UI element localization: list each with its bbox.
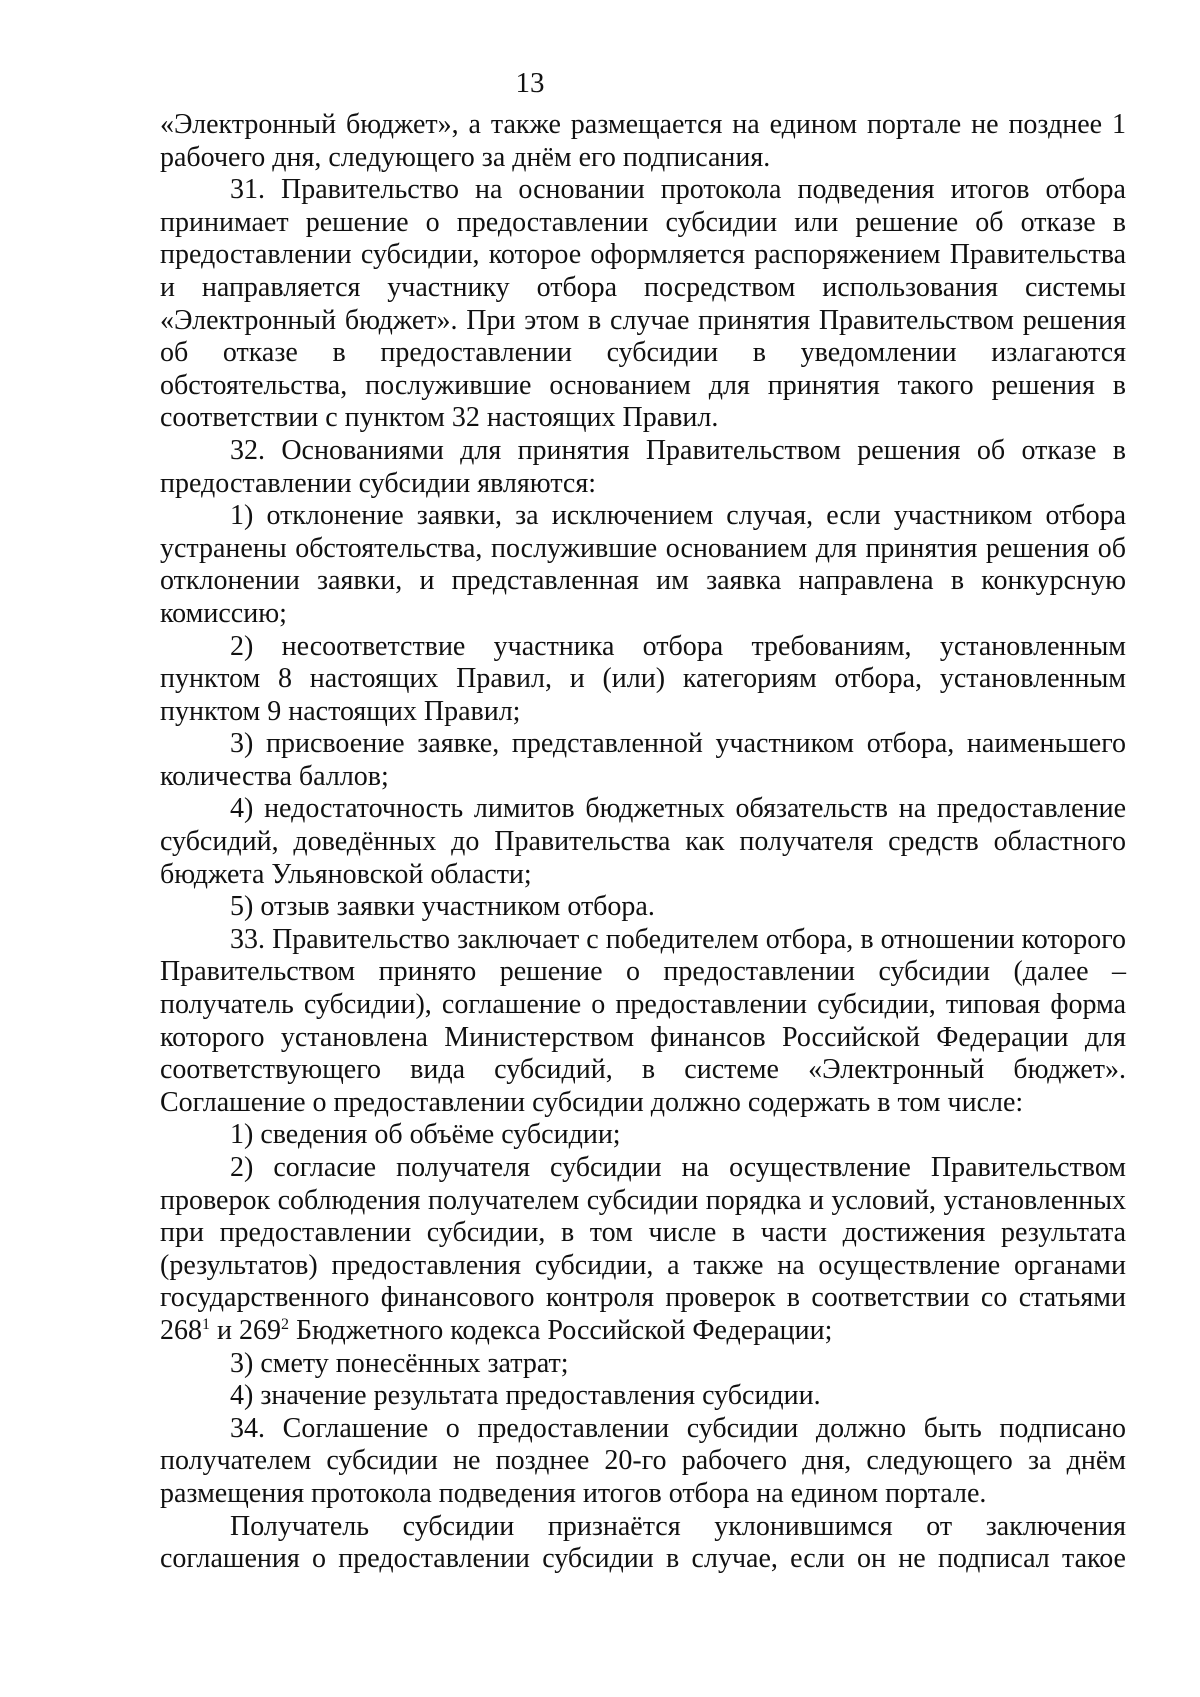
paragraph-continuation: «Электронный бюджет», а также размещается на едином портале не позднее 1 рабочего дня, следующего за днём его подписания. [160,109,1126,173]
paragraph-33: 33. Правительство заключает с победителем отбора, в отношении которого Правительством принято решение о предоставлении субсидии (далее – получатель субсидии), соглашение о предоставлении субсидии, типовая форма которого установлена Министерством финансов Российской Федерации для соответствующего вида субсидий, в системе «Электронный бюджет». Соглашение о предоставлении субсидии должно содержать в том числе: [160,923,1126,1118]
document-body [160,109,1126,1576]
list-item-32-1: 1) отклонение заявки, за исключением случая, если участником отбора устранены обстоятельства, послужившие основанием для принятия решения об отклонении заявки, и представленная им заявка направлена в конкурсную комиссию; [160,500,1126,629]
list-item-33-2 [160,1152,1126,1348]
paragraph-34: 34. Соглашение о предоставлении субсидии должно быть подписано получателем субсидии не позднее 20-го рабочего дня, следующего за днём размещения протокола подведения итогов отбора на едином портале. [160,1412,1126,1509]
list-item-33-4: 4) значение результата предоставления субсидии. [230,1380,821,1412]
page-number: 13 [515,67,545,99]
list-item-33-1: 1) сведения об объёме субсидии; [230,1119,621,1151]
paragraph-32: 32. Основаниями для принятия Правительством решения об отказе в предоставлении субсидии являются: [160,434,1126,499]
paragraph-31: 31. Правительство на основании протокола подведения итогов отбора принимает решение о предоставлении субсидии или решение об отказе в предоставлении субсидии, которое оформляется распоряжением Правительства и направляется участнику отбора посредством использования системы «Электронный бюджет». При этом в случае принятия Правительством решения об отказе в предоставлении субсидии в уведомлении излагаются обстоятельства, послужившие основанием для принятия такого решения в соответствии с пунктом 32 настоящих Правил. [160,174,1126,434]
list-item-32-5: 5) отзыв заявки участником отбора. [230,891,655,923]
paragraph-34-continuation: Получатель субсидии признаётся уклонившимся от заключения соглашения о предоставлении субсидии в случае, если он не подписал такое [160,1510,1126,1575]
list-item-33-3: 3) смету понесённых затрат; [230,1347,569,1379]
list-item-32-3: 3) присвоение заявке, представленной участником отбора, наименьшего количества баллов; [160,728,1126,792]
list-item-33-2-text-before: 2) согласие получателя субсидии на осуществление Правительством проверок соблюдения получателем субсидии порядка и условий, установленных при предоставлении субсидии, в том числе в части достижения результата (результатов) предоставления субсидии, а также на осуществление органами государственного финансового контроля проверок в соответствии со статьями 268 [160,1152,1126,1346]
superscript-1: 1 [202,1315,210,1333]
list-item-32-2: 2) несоответствие участника отбора требованиям, установленным пунктом 8 настоящих Правил, и (или) категориям отбора, установленным пунктом 9 настоящих Правил; [160,630,1126,727]
list-item-33-2-text-after: Бюджетного кодекса Российской Федерации; [288,1314,833,1346]
list-item-32-4: 4) недостаточность лимитов бюджетных обязательств на предоставление субсидий, доведённых до Правительства как получателя средств областного бюджета Ульяновской области; [160,793,1126,890]
list-item-33-2-text-middle: и 269 [210,1314,281,1346]
superscript-2: 2 [280,1315,289,1333]
